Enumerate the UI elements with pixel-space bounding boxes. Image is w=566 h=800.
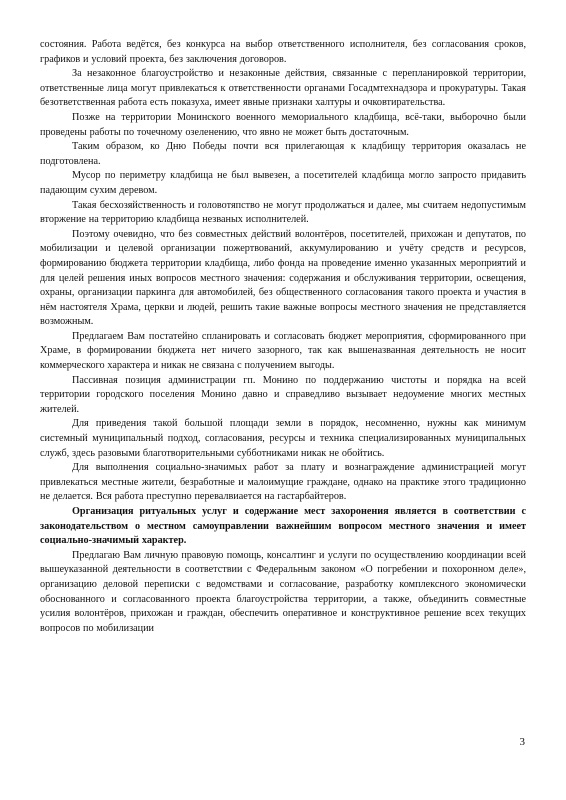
paragraph: Таким образом, ко Дню Победы почти вся прилегающая к кладбищу территория оказалась не подготовлена. xyxy=(40,141,526,167)
paragraph: состояния. Работа ведётся, без конкурса на выбор ответственного исполнителя, без согласования сроков, графиков и условий проекта, без заключения договоров. xyxy=(40,39,526,65)
paragraph: За незаконное благоустройство и незаконные действия, связанные с перепланировкой территории, ответственные лица могут привлекаться к ответственности органами Госадмтехнадзора и прокуратуры. Такая безответственная работа есть показуха, имеет явные признаки халтуры и очковтирательства. xyxy=(40,68,526,109)
paragraph: Для выполнения социально-значимых работ за плату и вознаграждение администрацией могут привлекаться местные жители, безработные и малоимущие граждане, однако на практике этого традиционно не делается. Вся работа преступно перевалвиается на гастарбайтеров. xyxy=(40,462,526,503)
bold-paragraph: Организация ритуальных услуг и содержание мест захоронения является в соответствии с законодательством о местном самоуправлении важнейшим вопросом местного значения и имеет социально-значимый характер. xyxy=(40,506,526,547)
paragraph: Предлагаем Вам постатейно спланировать и согласовать бюджет мероприятия, сформированного при Храме, в формировании бюджета нет ничего зазорного, так как вышеназванная деятельность не носит коммерческого характера и никак не связана с получением выгоды. xyxy=(40,330,526,372)
paragraph: Позже на территории Монинского военного мемориального кладбища, всё-таки, выборочно были проведены работы по точечному озеленению, что явно не может быть достаточным. xyxy=(40,111,526,138)
paragraph: Мусор по периметру кладбища не был вывезен, а посетителей кладбища могло запросто придавить падающим сухим деревом. xyxy=(40,170,526,196)
paragraph: Для приведения такой большой площади земли в порядок, несомненно, нужны как минимум системный муниципальный подход, согласования, ресурсы и техника специализированных муниципальных служб, здесь разовыми благотворительными субботниками никак не обойтись. xyxy=(40,418,526,459)
document-body xyxy=(40,38,526,636)
paragraph: Предлагаю Вам личную правовую помощь, консалтинг и услуги по осуществлению координации всей вышеуказанной деятельности в соответствии с Федеральным законом «О погребении и похоронном деле», организацию деловой переписки с ведомствами и согласование, разработку комплексного экономически обоснованного и согласованного проекта благоустройства территории, а также, объединить совместные усилия волонтёров, прихожан и граждан, обеспечить оперативное и конструктивное решение всех текущих вопросов по мобилизации xyxy=(40,549,526,634)
paragraph: Поэтому очевидно, что без совместных действий волонтёров, посетителей, прихожан и депутатов, по мобилизации и целевой организации пожертвований, аккумулированию и учёту средств и ресурсов, формированию бюджета территории кладбища, либо фонда на проведение именно указанных мероприятий и для целей решения иных вопросов местного значения: содержания и обслуживания территории, освещения, охраны, организации паркинга для автомобилей, без общественного согласования такого проекта и участия в нём настоятеля Храма, церкви и людей, решить такие важные вопросы местного значения не представляется возможным. xyxy=(40,228,526,328)
page-number: 3 xyxy=(519,736,525,748)
paragraph: Такая бесхозяйственность и головотяпство не могут продолжаться и далее, мы считаем недопустимым вторжение на территорию кладбища незваных исполнителей. xyxy=(40,199,526,226)
paragraph: Пассивная позиция администрации гп. Монино по поддержанию чистоты и порядка на всей территории городского поселения Монино давно и справедливо вызывает недоумение многих местных жителей. xyxy=(40,374,526,415)
